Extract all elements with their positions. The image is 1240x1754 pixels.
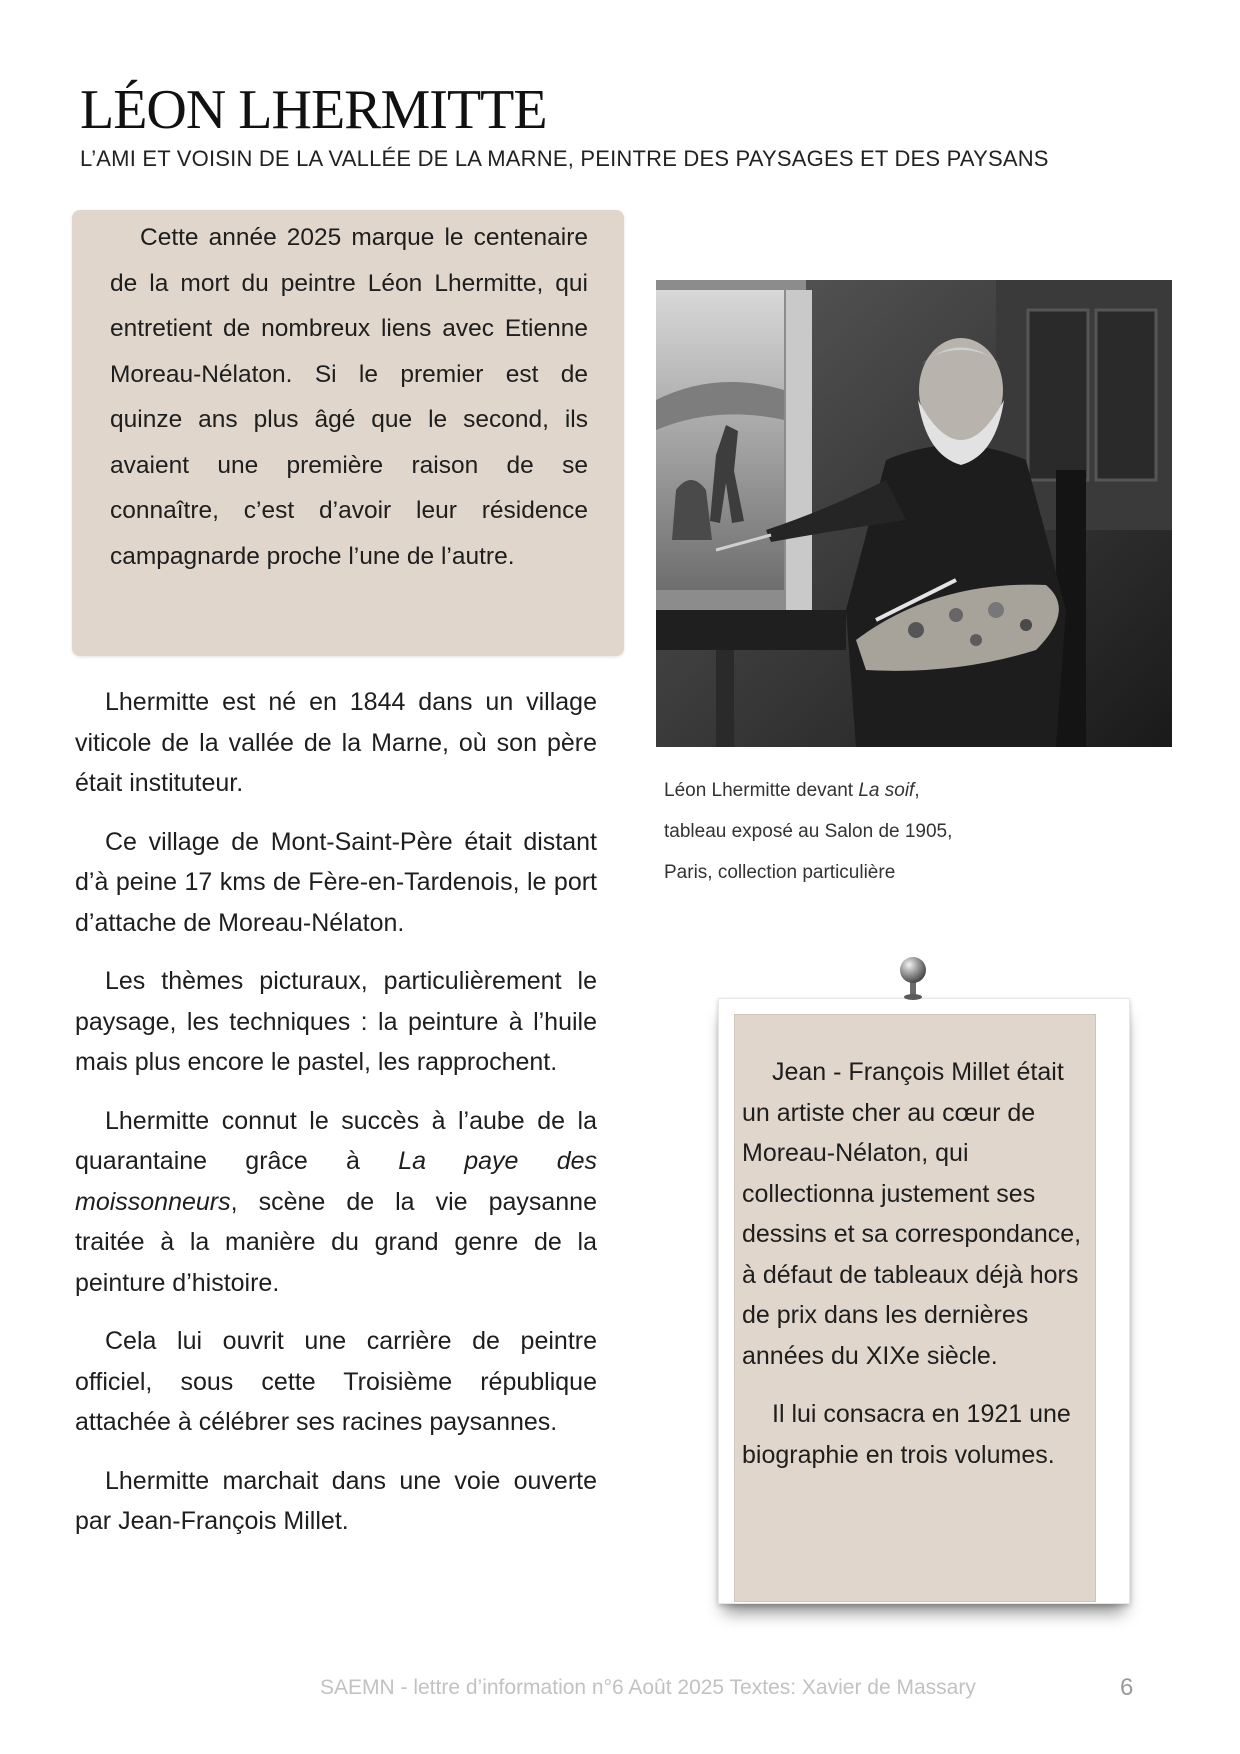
- pushpin-icon: [898, 955, 928, 1003]
- note-paragraph-1: Jean - François Millet était un artiste cher au cœur de Moreau-Nélaton, qui collectionna justement ses dessins et sa correspondance, à défaut de tableaux déjà hors de prix dans les dernières années du XIXe siècle.: [742, 1058, 1082, 1370]
- body-paragraph-3: Les thèmes picturaux, particulièrement le paysage, les techniques : la peinture à l’huile mais plus encore le pastel, les rapprochent.: [75, 967, 597, 1076]
- body-paragraph-6: Lhermitte marchait dans une voie ouverte par Jean-François Millet.: [75, 1466, 597, 1535]
- body-paragraph-4: Lhermitte connut le succès à l’aube de la quarantaine grâce à La paye des moissonneurs, scène de la vie paysanne traitée à la manière du grand genre de la peinture d’histoire.: [75, 1106, 597, 1297]
- page-subtitle: L’AMI ET VOISIN DE LA VALLÉE DE LA MARNE, PEINTRE DES PAYSAGES ET DES PAYSANS: [80, 146, 1049, 171]
- page-number: 6: [1120, 1674, 1134, 1701]
- body-column: [75, 682, 597, 1560]
- caption-line-3: Paris, collection particulière: [664, 862, 896, 883]
- body-paragraph-2: Ce village de Mont-Saint-Père était distant d’à peine 17 kms de Fère-en-Tardenois, le port d’attache de Moreau-Nélaton.: [75, 827, 597, 937]
- note-text: [742, 1052, 1092, 1493]
- caption-line-2: tableau exposé au Salon de 1905,: [664, 821, 953, 842]
- page-title: LÉON LHERMITTE: [80, 79, 547, 141]
- photo-caption: [664, 770, 1164, 893]
- portrait-photo: [656, 280, 1172, 747]
- note-paragraph-2: Il lui consacra en 1921 une biographie en trois volumes.: [742, 1400, 1071, 1469]
- portrait-photo-illustration: [656, 280, 1172, 747]
- body-paragraph-5: Cela lui ouvrit une carrière de peintre officiel, sous cette Troisième république attachée à célébrer ses racines paysannes.: [75, 1327, 597, 1436]
- body-paragraph-1: Lhermitte est né en 1844 dans un village viticole de la vallée de la Marne, où son père était instituteur.: [75, 688, 597, 797]
- intro-text: Cette année 2025 marque le centenaire de la mort du peintre Léon Lhermitte, qui entretient de nombreux liens avec Etienne Moreau-Nélaton. Si le premier est de quinze ans plus âgé que le second, ils avaient une première raison de se connaître, c’est d’avoir leur résidence campagnarde proche l’une de l’autre.: [110, 224, 588, 570]
- footer-text: SAEMN - lettre d’information n°6 Août 2025 Textes: Xavier de Massary: [320, 1676, 976, 1699]
- caption-line-1: Léon Lhermitte devant La soif,: [664, 780, 920, 801]
